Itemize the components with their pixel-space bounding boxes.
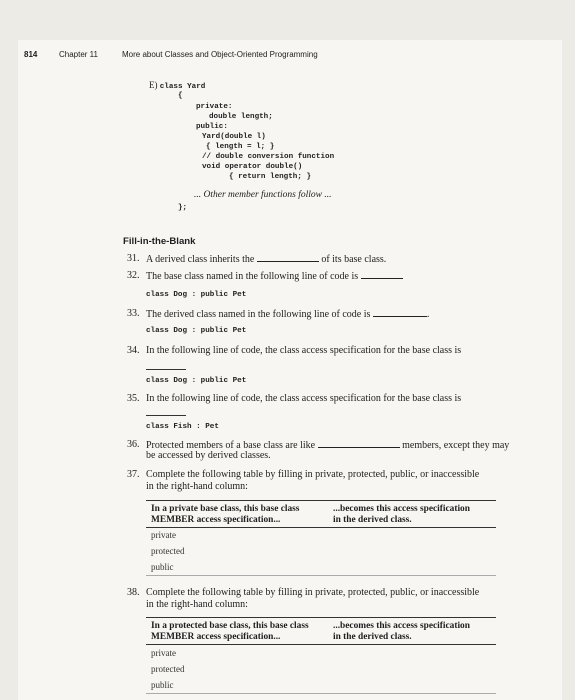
question-number: 31.	[127, 253, 140, 264]
answer-blank	[373, 308, 427, 317]
textbook-page	[18, 40, 562, 700]
question-number: 37.	[127, 469, 140, 480]
question-38-line-1: Complete the following table by filling in private, protected, public, or inaccessible	[146, 587, 480, 598]
code-line: double length;	[209, 113, 273, 121]
chapter-title: More about Classes and Object-Oriented Programming	[122, 50, 318, 59]
code-line: { return length; }	[229, 173, 312, 181]
code-line: // double conversion function	[202, 153, 335, 161]
code-line: void operator double()	[202, 163, 303, 171]
question-32: The base class named in the following line of code is	[146, 270, 403, 283]
other-member-note: ... Other member functions follow ...	[194, 190, 332, 200]
table-bottom-rule	[146, 575, 496, 576]
table-cell: public	[151, 680, 174, 690]
question-number: 34.	[127, 345, 140, 356]
option-e-label: E) class Yard	[149, 80, 206, 91]
table-top-rule	[146, 617, 496, 618]
question-number: 35.	[127, 393, 140, 404]
question-34: In the following line of code, the class access specification for the base class is	[146, 345, 462, 356]
answer-blank	[257, 253, 319, 262]
answer-blank	[146, 369, 186, 370]
question-36-line-1: Protected members of a base class are like members, except they may	[146, 440, 510, 451]
section-heading: Fill-in-the-Blank	[123, 236, 196, 247]
table-cell: protected	[151, 546, 185, 556]
question-37-line-2: in the right-hand column:	[146, 481, 248, 492]
question-number: 38.	[127, 587, 140, 598]
question-37-line-1: Complete the following table by filling in private, protected, public, or inaccessible	[146, 469, 480, 480]
code-line: { length = l; }	[206, 143, 275, 151]
question-number: 36.	[127, 439, 140, 450]
code-line: private:	[196, 103, 233, 111]
code-line: class Fish : Pet	[146, 423, 219, 431]
question-33: The derived class named in the following line of code is .	[146, 309, 430, 320]
code-line: class Dog : public Pet	[146, 327, 247, 335]
table-header-left: In a protected base class, this base class MEMBER access specification...	[151, 621, 309, 642]
answer-blank	[361, 270, 403, 279]
table-top-rule	[146, 500, 496, 501]
question-number: 33.	[127, 308, 140, 319]
table-cell: private	[151, 648, 176, 658]
code-line: class Dog : public Pet	[146, 377, 247, 385]
question-31: A derived class inherits the of its base class.	[146, 254, 387, 265]
code-line: };	[178, 204, 188, 212]
table-cell: private	[151, 530, 176, 540]
code-line: class Dog : public Pet	[146, 291, 247, 299]
table-header-left: In a private base class, this base class MEMBER access specification...	[151, 504, 300, 525]
question-38-line-2: in the right-hand column:	[146, 599, 248, 610]
chapter-label: Chapter 11	[59, 50, 98, 59]
table-header-right: ...becomes this access specification in the derived class.	[333, 504, 470, 525]
code-line: public:	[196, 123, 228, 131]
code-line: {	[178, 92, 183, 100]
table-header-right: ...becomes this access specification in the derived class.	[333, 621, 470, 642]
table-bottom-rule	[146, 693, 496, 694]
answer-blank	[318, 439, 400, 448]
table-header-rule	[146, 527, 496, 528]
table-cell: public	[151, 562, 174, 572]
question-35: In the following line of code, the class access specification for the base class is	[146, 393, 462, 404]
question-36-line-2: be accessed by derived classes.	[146, 450, 271, 461]
answer-blank	[146, 415, 186, 416]
table-header-rule	[146, 644, 496, 645]
question-number: 32.	[127, 270, 140, 281]
table-cell: protected	[151, 664, 185, 674]
code-line: Yard(double l)	[202, 133, 266, 141]
page-number: 814	[24, 50, 38, 59]
